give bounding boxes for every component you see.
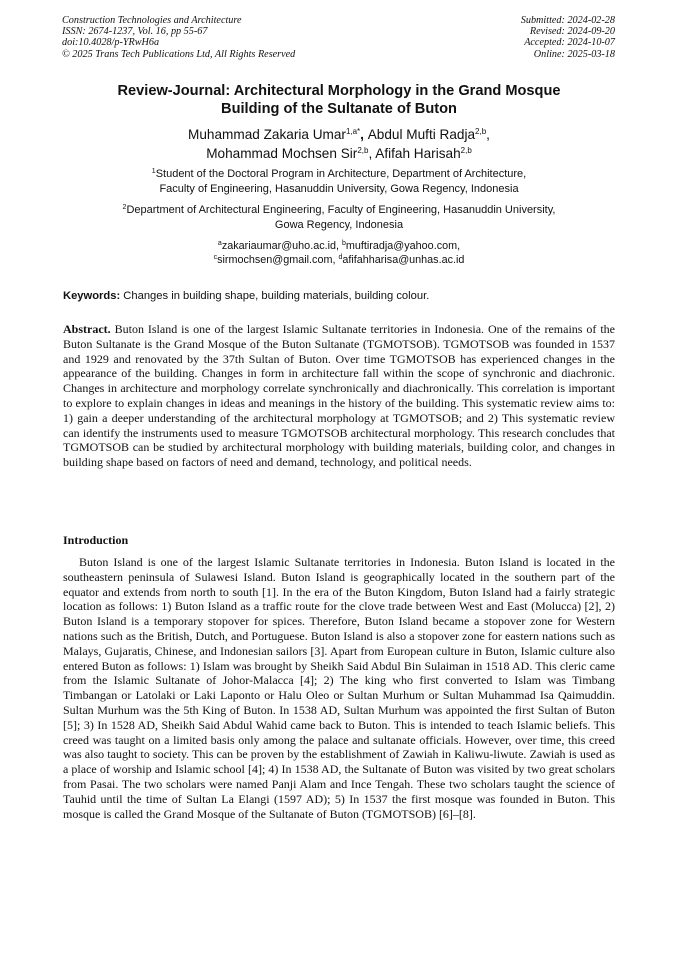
email-link[interactable]: zakariaumar@uho.ac.id, (221, 240, 342, 252)
email-link[interactable]: muftiradja@yahoo.com, (345, 240, 461, 252)
doi[interactable]: doi:10.4028/p-YRwH6a (62, 37, 160, 49)
author-separator: , (486, 127, 490, 142)
keywords-text: Changes in building shape, building materials, building colour. (120, 290, 430, 302)
author-separator: , (360, 127, 368, 142)
abstract-label: Abstract. (63, 322, 111, 336)
author-name: Muhammad Zakaria Umar (188, 127, 346, 142)
affiliation-2-line-2: Gowa Regency, Indonesia (274, 218, 404, 231)
keywords (63, 289, 615, 303)
accepted-date: Accepted: 2024-10-07 (524, 37, 615, 49)
paper-title (60, 82, 618, 118)
author-name: Mohammad Mochsen Sir (206, 146, 358, 161)
author-emails (60, 239, 618, 267)
title-line-2: Building of the Sultanate of Buton (221, 101, 457, 117)
affiliation-marker: 2 (122, 204, 127, 211)
introduction-paragraph: Buton Island is one of the largest Islamic Sultanate territories in Indonesia. Buton Island is located in the southeastern peninsula of Sulawesi Island. Buton Island is geographically located in the southern part of the equator and extends from north to south [1]. In the era of the Buton Kingdom, Buton Island had a fairly strategic location as follows: 1) Buton Island as a traffic route for the clove trade between West and East (Molucca) [2], 2) Buton Island is a temporary stopover for spices. Therefore, Buton Island became a stopover zone for Western nations such as the British, Dutch, and Portuguese. Buton Island is also a stopover zone for eastern nations such as Malays, Gujaratis, Chinese, and Indonesian sailors [3]. Apart from European culture in Buton, Islamic culture also entered Buton as follows: 1) Islam was brought by Sheikh Said Abdul Bin Sulaiman in 1518 AD. This cleric came from the Islamic Sultanate of Johor-Malacca [4]; 2) The king who first converted to Islam was Timbang Timbangan or Latolaki or Laki Laponto or Halu Oleo or Sultan Murhum or Sultan Muhammad Isa Qaimuddin. Sultan Murhum was the 5th King of Buton. In 1538 AD, Sultan Murhum was appointed the first Sultan of Buton [5]; 3) In 1528 AD, Sheikh Said Abdul Wahid came back to Buton. This is intended to teach Islamic beliefs. This creed was taught on a limited basis only among the palace and sultanate officials. However, over time, this creed was also taught to society. This can be proven by the establishment of Zawiah in Kaliwu-liwute. Zawiah is used as a place of worship and Islamic school [4]; 4) In 1538 AD, the Sultanate of Buton was visited by two great scholars from Pasai. The two scholars were named Panji Alam and Ince Tengah. These two scholars taught the science of Tauhid until the time of Sultan La Elangi (1597 AD); 5) In 1537 the first mosque was founded in Buton. This mosque is called the Grand Mosque of the Sultanate of Buton (TGMOTSOB) [6]–[8]. (63, 555, 615, 821)
keywords-label: Keywords: (63, 290, 121, 302)
abstract (63, 322, 615, 470)
email-link[interactable]: afifahharisa@unhas.ac.id (342, 254, 465, 266)
affiliation-1 (60, 167, 618, 196)
issn-volume: ISSN: 2674-1237, Vol. 16, pp 55-67 (62, 26, 208, 38)
revised-date: Revised: 2024-09-20 (529, 26, 615, 38)
online-date: Online: 2025-03-18 (533, 48, 615, 60)
affiliation-2 (60, 203, 618, 232)
emails-line-2 (60, 253, 618, 267)
submitted-date: Submitted: 2024-02-28 (520, 15, 615, 26)
title-line-1: Review-Journal: Architectural Morphology in the Grand Mosque (117, 83, 561, 99)
affiliation-1-line-1 (60, 167, 618, 182)
journal-info (62, 15, 295, 60)
author-line-2 (60, 144, 618, 163)
author-affil-marker: 2,b (460, 146, 472, 155)
affiliation-2-line-1 (60, 203, 618, 218)
section-heading-introduction: Introduction (63, 533, 129, 547)
email-marker: b (342, 240, 346, 247)
email-link[interactable]: sirmochsen@gmail.com, (217, 254, 339, 266)
author-line-1 (60, 125, 618, 144)
affiliation-marker: 1 (151, 168, 156, 175)
affiliation-1-line-2: Faculty of Engineering, Hasanuddin University, Gowa Regency, Indonesia (159, 182, 519, 195)
author-affil-marker: 2,b (357, 146, 369, 155)
emails-line-1 (60, 239, 618, 253)
author-separator: , (368, 146, 376, 161)
abstract-text: Buton Island is one of the largest Islamic Sultanate territories in Indonesia. One of the remains of the Buton Sultanate is the Grand Mosque of the Buton Sultanate (TGMOTSOB). TGMOTSOB was founded in 1537 and 1929 and renovated by the 37th Sultan of Buton. Over time TGMOTSOB has experienced changes in the appearance of the building. Changes in form in architecture fall within the scope of synchronic and diachronic. Changes in architecture and morphology correlate synchronically and diachronically. This correlation is important to explore to explain changes in ideas and meanings in the history of the building. This systematic review aims to: 1) gain a deeper understanding of the architectural morphology at TGMOTSOB; and 2) This systematic review can identify the instruments used to measure TGMOTSOB architectural morphology. This research concludes that TGMOTSOB can be studied by architectural morphology with building materials, building color, and changes in building shape based on factors of need and demand, technology, and political needs. (63, 322, 615, 470)
publication-dates (521, 15, 615, 60)
author-affil-marker: 1,a* (345, 127, 361, 136)
author-name: Abdul Mufti Radja (367, 127, 476, 142)
affiliation-text: Student of the Doctoral Program in Architecture, Department of Architecture, (155, 168, 527, 180)
email-marker: c (213, 254, 218, 261)
author-list (60, 125, 618, 163)
copyright-notice: © 2025 Trans Tech Publications Ltd, All Rights Reserved (62, 48, 296, 60)
author-name: Afifah Harisah (375, 146, 461, 161)
author-affil-marker: 2,b (475, 127, 487, 136)
journal-name: Construction Technologies and Architecture (62, 15, 242, 26)
email-marker: a (217, 240, 222, 247)
email-marker: d (338, 254, 343, 261)
affiliation-text: Department of Architectural Engineering, Faculty of Engineering, Hasanuddin University, (126, 204, 556, 216)
